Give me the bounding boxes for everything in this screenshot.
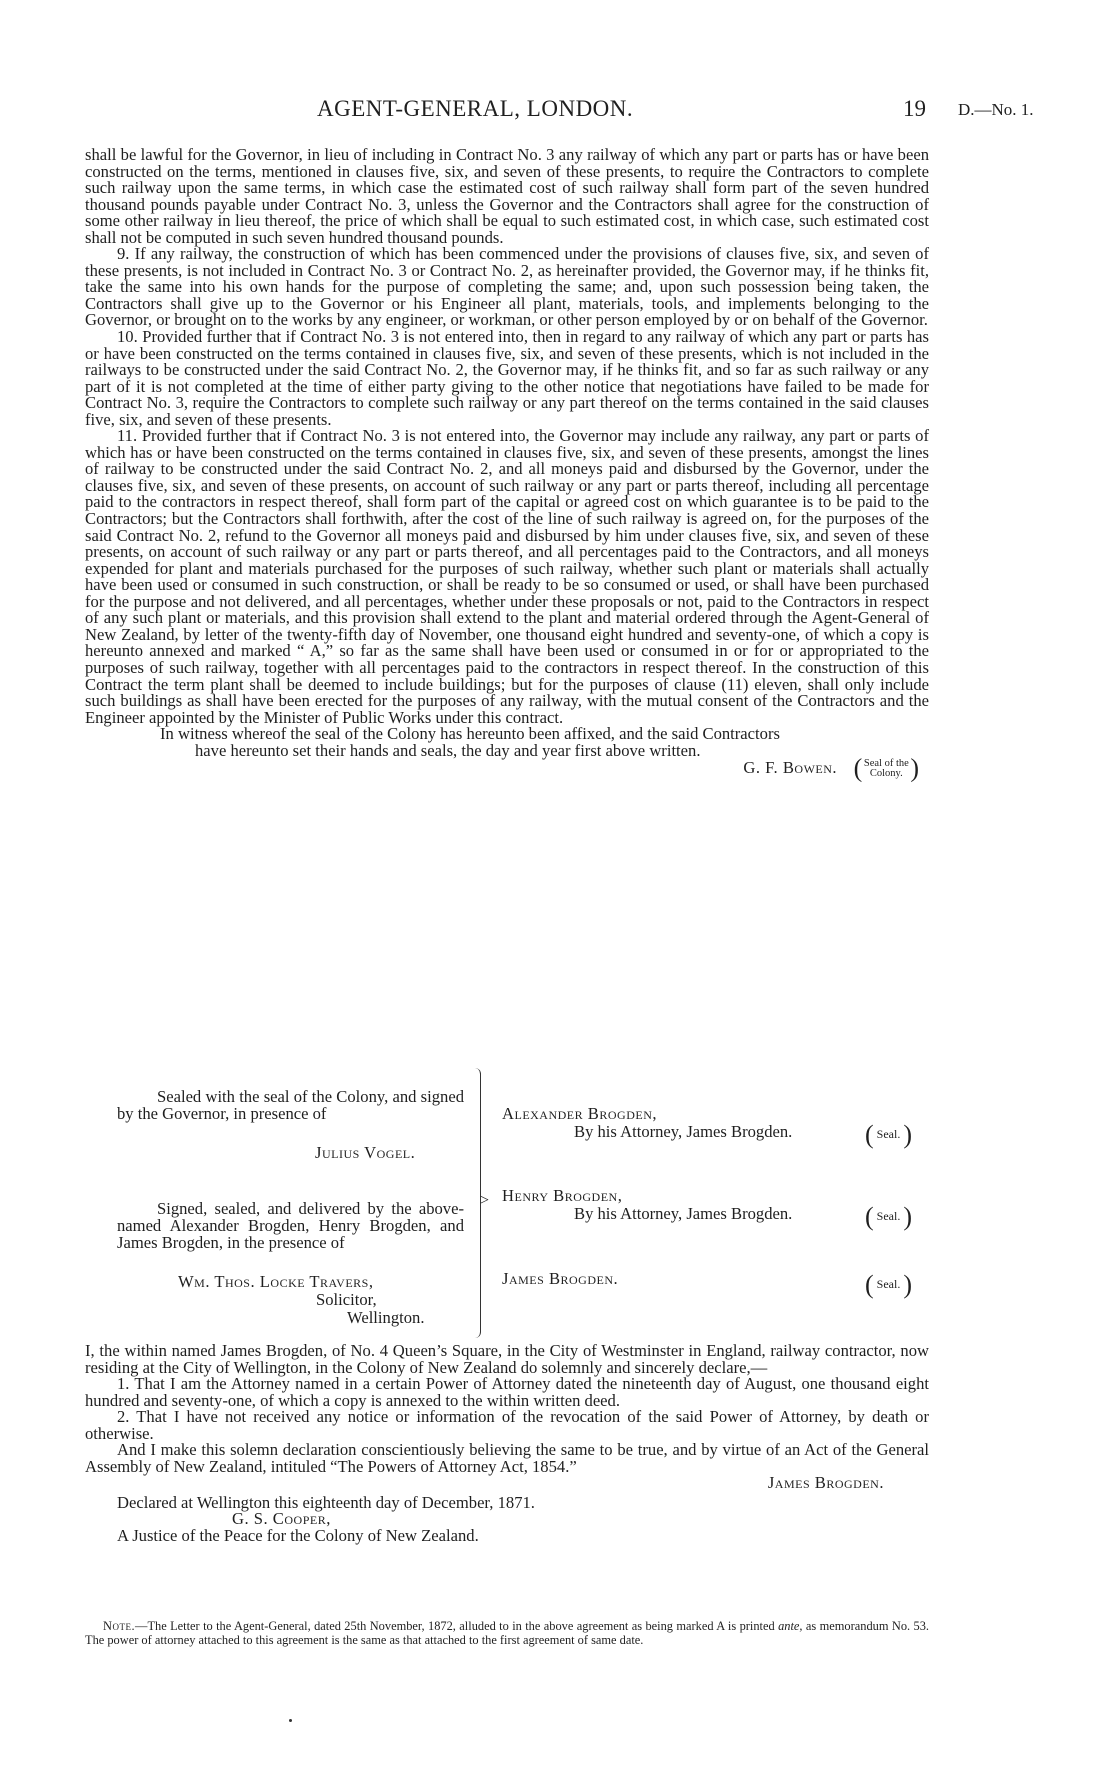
cooper-signature: G. S. Cooper, — [232, 1509, 331, 1529]
sealed-text: Sealed with the seal of the Colony, and signed by the Governor, in presence of — [117, 1087, 464, 1123]
signature-james — [502, 1270, 922, 1288]
page-number: 19 — [903, 96, 926, 121]
witness-vogel: Julius Vogel. — [315, 1143, 416, 1162]
signature-henry — [502, 1187, 922, 1223]
justice-title: A Justice of the Peace for the Colony of New Zealand. — [117, 1526, 479, 1546]
james-name: James Brogden. — [502, 1269, 619, 1288]
alexander-seal: ( Seal. ) — [865, 1120, 913, 1149]
governor-signature-line: G. F. Bowen. ( Seal of the Colony. ) — [743, 753, 919, 783]
witness-clause-line-1: In witness whereof the seal of the Colony has hereunto been affixed, and the said Contractors — [160, 724, 780, 744]
alexander-attorney: By his Attorney, James Brogden. — [574, 1122, 793, 1141]
sealed-attestation — [117, 1088, 464, 1122]
signed-text: Signed, sealed, and delivered by the above-named Alexander Brogden, Henry Brogden, and James Brogden, in the presence of — [117, 1199, 464, 1252]
declaration-intro: I, the within named James Brogden, of No. 4 Queen’s Square, in the City of Westminster in England, railway contractor, now residing at the City of Wellington, in the Colony of New Zealand do solemnly and sincerely declare,— — [85, 1341, 929, 1377]
henry-attorney: By his Attorney, James Brogden. — [574, 1204, 793, 1223]
declaration-item-3: And I make this solemn declaration conscientiously believing the same to be true, and by virtue of an Act of the General Assembly of New Zealand, intituled “The Powers of Attorney Act, 1854.” — [85, 1440, 929, 1476]
travers-place: Wellington. — [347, 1308, 425, 1327]
page-header — [0, 96, 1114, 136]
note-text-a: —The Letter to the Agent-General, dated 25th November, 1872, alluded to in the above agreement as being marked A is printed — [135, 1619, 779, 1633]
paragraph-continuation: shall be lawful for the Governor, in lieu of including in Contract No. 3 any railway of which any part or parts has or have been constructed on the terms, mentioned in clauses five, six, and seven of these presents, to require the Contractors to complete such railway upon the same terms, in which case the estimated cost of such railway shall form part of the seven hundred thousand pounds payable under Contract No. 3, unless the Governor and the Contractors shall agree for the construction of some other railway in lieu thereof, the price of which shall be equal to such estimated cost, in which case, such estimated cost shall not be computed in such seven hundred thousand pounds. — [85, 145, 929, 247]
henry-name: Henry Brogden, — [502, 1186, 623, 1205]
agreement-body — [85, 145, 929, 783]
declared-line: Declared at Wellington this eighteenth day of December, 1871. — [117, 1492, 535, 1512]
signed-attestation — [117, 1200, 464, 1251]
declaration-signer: James Brogden. — [767, 1473, 884, 1493]
note-text-b: as memorandum No. 53. The power of attorney attached to this agreement is the same as that attached to the first agreement of same date. — [85, 1619, 929, 1647]
clause-9: 9. If any railway, the construction of which has been commenced under the provisions of clauses five, six, and seven of these presents, is not included in Contract No. 3 or Contract No. 2, as hereinafter provided, the Governor may, if he thinks fit, take the same into his own hands for the purpose of completing the same; and, upon such possession being taken, the Contractors shall give up to the Governor or his Engineer all plant, materials, tools, and implements belonging to the Governor, or brought on to the works by any engineer, or workman, or other person employed by or on behalf of the Governor. — [85, 244, 929, 330]
running-title: AGENT-GENERAL, LONDON. — [317, 96, 634, 121]
signature-alexander — [502, 1105, 922, 1141]
declaration-item-2: 2. That I have not received any notice or information of the revocation of the said Power of Attorney, by death or otherwise. — [85, 1407, 929, 1443]
statutory-declaration — [85, 1341, 929, 1546]
footnote — [85, 1620, 929, 1647]
travers-title: Solicitor, — [316, 1290, 377, 1309]
james-seal: ( Seal. ) — [865, 1270, 913, 1299]
witness-clause-line-2: have hereunto set their hands and seals, the day and year first above written. — [195, 740, 701, 760]
clause-11: 11. Provided further that if Contract No. 3 is not entered into, the Governor may include any railway, any part or parts of which has or have been constructed on the terms contained in clauses five, six, and seven of these presents, amongst the lines of railway to be constructed under the said Contract No. 2, and all moneys paid and disbursed by the Governor, under the clauses five, six, and seven of these presents, on account of such railway or any part or parts thereof, including all percentage paid to the contractors in respect thereof, shall form part of the capital or agreed cost on which guarantee is to be paid to the Contractors; but the Contractors shall forthwith, after the cost of the line of such railway is agreed on, for the purposes of the said Contract No. 2, refund to the Governor all moneys paid and disbursed by him under clauses five, six, and seven of these presents, on account of such railway or any part or parts thereof, and all percentages paid to the Contractors, and all moneys expended for plant and materials purchased for the purposes of such railway, whether such plant or materials shall actually have been used or consumed in such construction, or shall be ready to be so consumed or used, or shall have been purchased for the purpose and not delivered, and all percentages, whether under these proposals or not, paid to the Contractors in respect of any such plant or materials, and this provision shall extend to the plant and material ordered through the Agent-General of New Zealand, by letter of the twenty-fifth day of November, one thousand eight hundred and seventy-one, of which a copy is hereunto annexed and marked “ A,” so far as the same shall have been used or consumed in or for or appropriated to the purposes of such railway, together with all percentages paid to the contractors in respect thereof. In the construction of this Contract the term plant shall be deemed to include buildings; but for the purposes of clause (11) eleven, shall only include such buildings as shall have been erected for the purposes of any railway, with the mutual consent of the Contractors and the Engineer appointed by the Minister of Public Works under this contract. — [85, 426, 929, 727]
governor-seal: Seal of the Colony. — [863, 758, 909, 780]
note-label: Note. — [103, 1619, 136, 1633]
governor-signature: G. F. Bowen. — [743, 758, 838, 778]
henry-seal: ( Seal. ) — [865, 1202, 913, 1231]
stray-mark — [289, 1719, 292, 1722]
note-ante: ante, — [778, 1619, 803, 1633]
brace-point: > — [480, 1192, 490, 1209]
clause-10: 10. Provided further that if Contract No. 3 is not entered into, then in regard to any railway of which any part or parts has or have been constructed on the terms contained in clauses five, six, and seven of these presents, which is not included in the railways to be constructed under the said Contract No. 2, the Governor may, if he thinks fit, and so far as such railway or any part of it is not completed at the time of either party giving to the other notice that negotiations have failed to be made for Contract No. 3, require the Contractors to complete such railway or any part thereof on the terms contained in the said clauses five, six, and seven of these presents. — [85, 327, 929, 429]
declaration-item-1: 1. That I am the Attorney named in a certain Power of Attorney dated the nineteenth day of August, one thousand eight hundred and seventy-one, of which a copy is annexed to the within written deed. — [85, 1374, 929, 1410]
document-reference: D.—No. 1. — [958, 100, 1034, 119]
alexander-name: Alexander Brogden, — [502, 1104, 658, 1123]
witness-travers: Wm. Thos. Locke Travers, — [178, 1272, 374, 1291]
